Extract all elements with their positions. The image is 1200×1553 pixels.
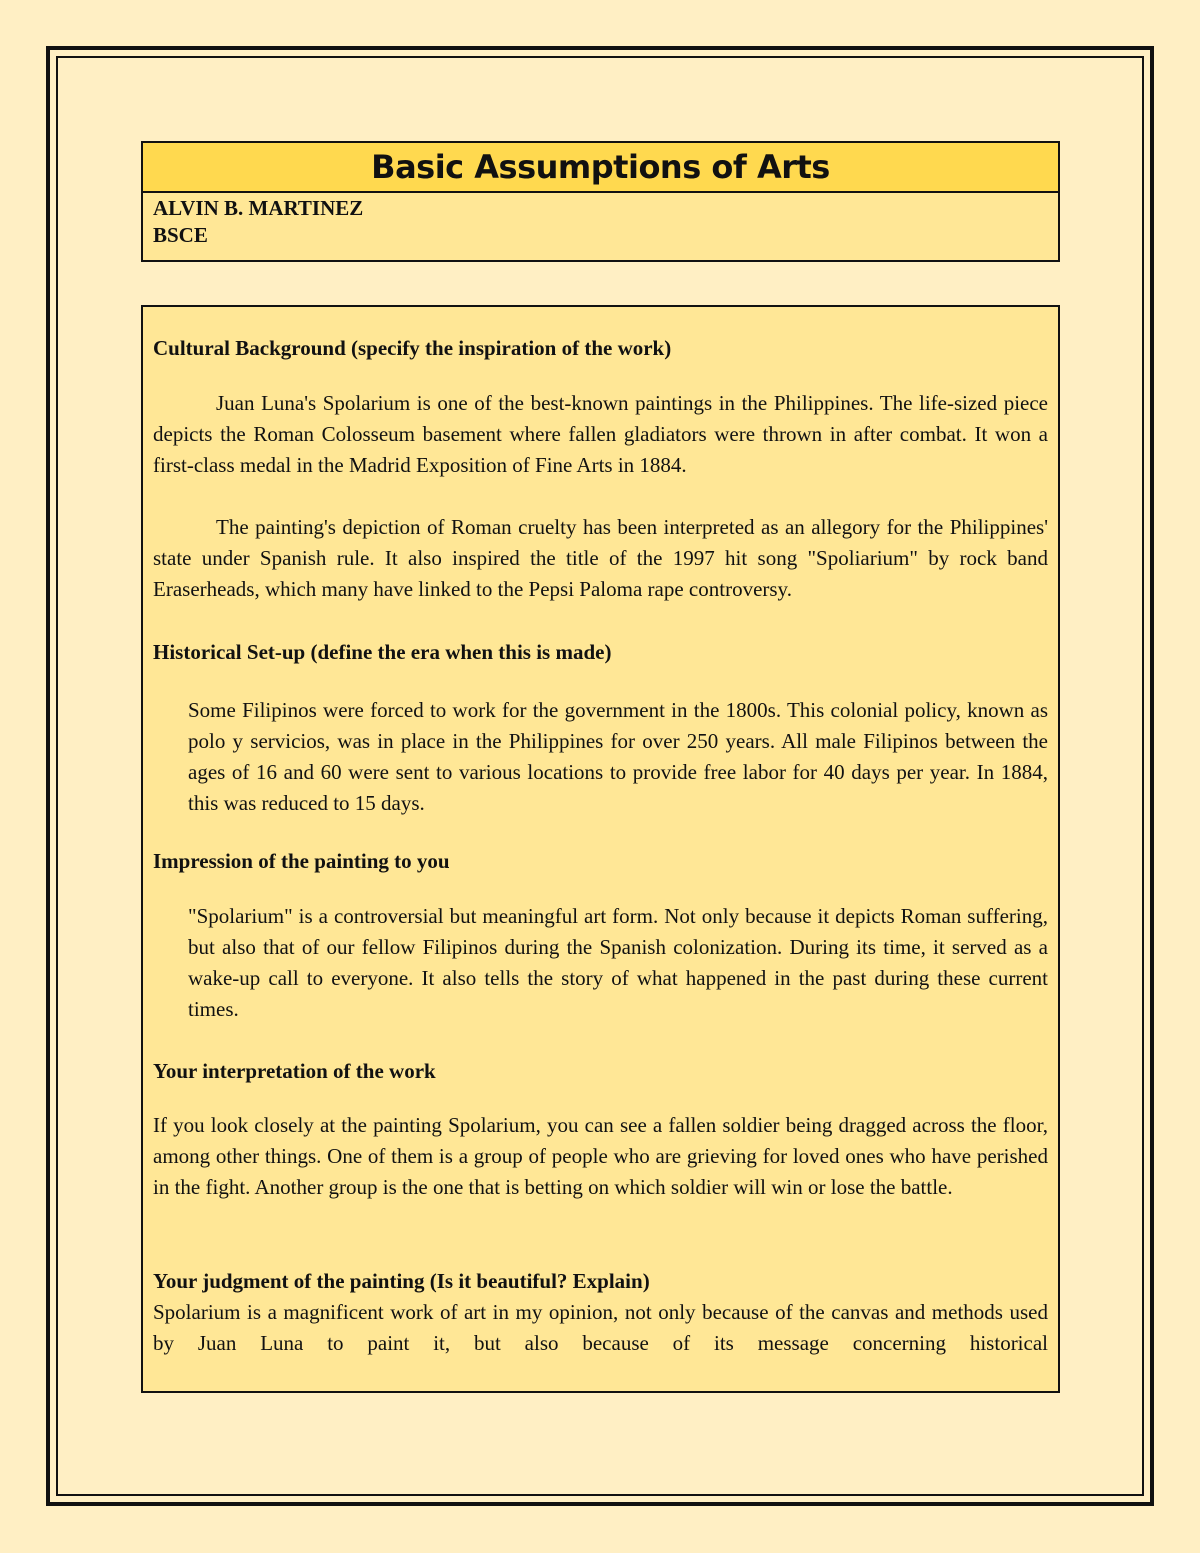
author-course: BSCE — [153, 223, 208, 247]
author-name: ALVIN B. MARTINEZ — [153, 196, 364, 220]
header-box — [141, 141, 1060, 262]
impression-paragraph: "Spolarium" is a controversial but meaningful art form. Not only because it depicts Roman suffering, but also that of our fellow Filipinos during the Spanish colonization. During its time, it served as a wake-up call to everyone. It also tells the story of what happened in the past during these current times. — [188, 904, 1048, 1021]
document-title: Basic Assumptions of Arts — [143, 143, 1058, 193]
author-block — [143, 193, 1058, 249]
historical-setup-heading: Historical Set-up (define the era when this is made) — [153, 640, 612, 664]
historical-setup-paragraph: Some Filipinos were forced to work for the government in the 1800s. This colonial policy, known as polo y servicios, was in place in the Philippines for over 250 years. All male Filipinos between the ages of 16 and 60 were sent to various locations to provide free labor for 40 days per year. In 1884, this was reduced to 15 days. — [188, 698, 1048, 815]
content-box — [141, 305, 1060, 1393]
cultural-background-paragraph-2: The painting's depiction of Roman cruelty has been interpreted as an allegory for the Philippines' state under Spanish rule. It also inspired the title of the 1997 hit song "Spoliarium" by rock band Eraserheads, which many have linked to the Pepsi Paloma rape controversy. — [153, 515, 1048, 601]
interpretation-heading: Your interpretation of the work — [153, 1059, 436, 1083]
judgment-paragraph: Spolarium is a magnificent work of art in my opinion, not only because of the canvas and methods used by Juan Luna to paint it, but also because of its message concerning historical — [153, 1300, 1048, 1355]
impression-heading: Impression of the painting to you — [153, 849, 450, 873]
interpretation-paragraph: If you look closely at the painting Spolarium, you can see a fallen soldier being dragged across the floor, among other things. One of them is a group of people who are grieving for loved ones who have perished in the fight. Another group is the one that is betting on which soldier will win or lose the battle. — [153, 1113, 1048, 1199]
judgment-heading: Your judgment of the painting (Is it beautiful? Explain) — [153, 1269, 650, 1293]
cultural-background-heading: Cultural Background (specify the inspiration of the work) — [153, 336, 672, 360]
cultural-background-paragraph-1: Juan Luna's Spolarium is one of the best-known paintings in the Philippines. The life-sized piece depicts the Roman Colosseum basement where fallen gladiators were thrown in after combat. It won a first-class medal in the Madrid Exposition of Fine Arts in 1884. — [153, 391, 1048, 477]
